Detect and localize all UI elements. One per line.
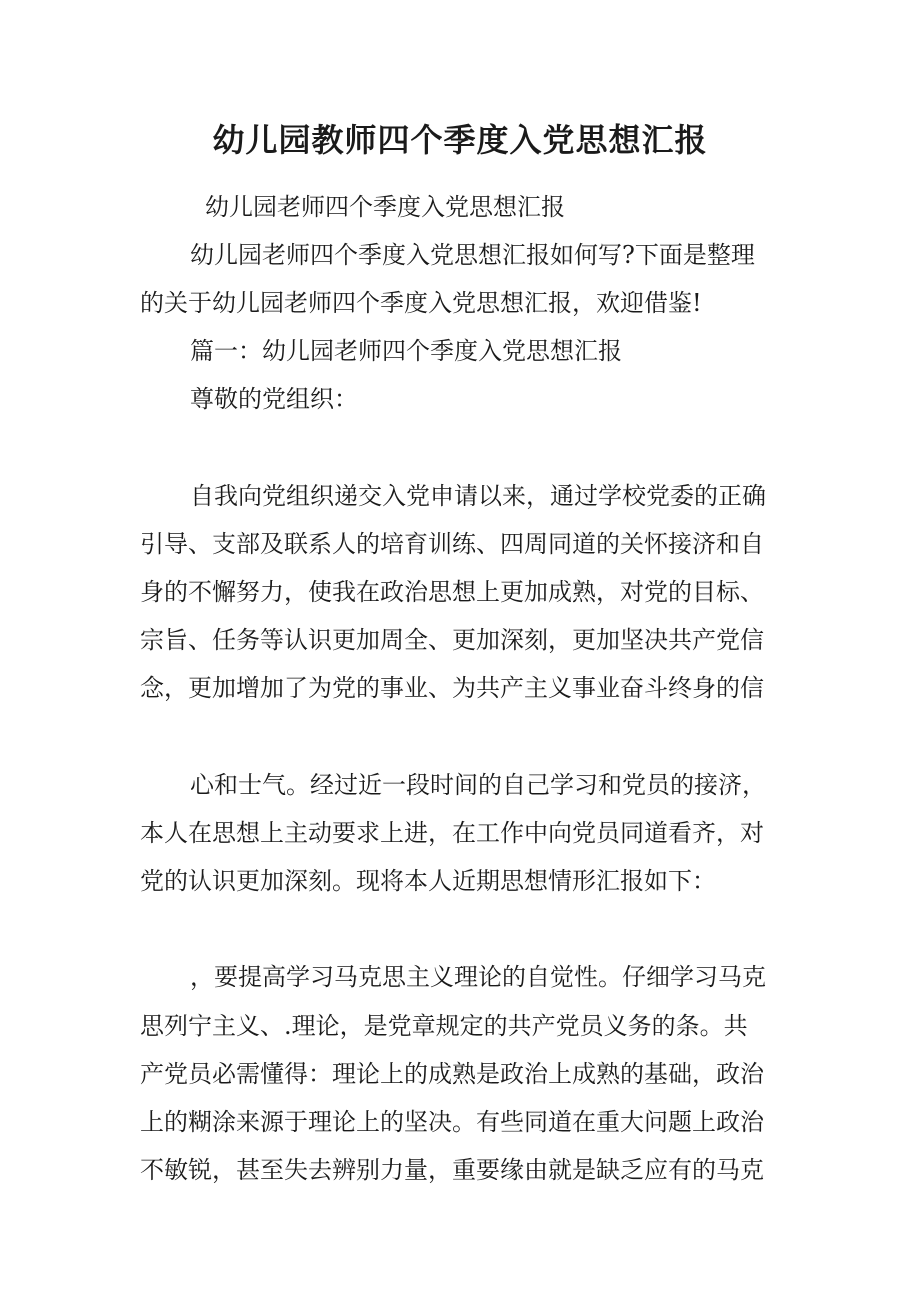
document-title: 幼儿园教师四个季度入党思想汇报 [212, 121, 708, 159]
section-heading: 篇一：幼儿园老师四个季度入党思想汇报 [190, 337, 622, 365]
intro-line-2: 的关于幼儿园老师四个季度入党思想汇报，欢迎借鉴! [140, 289, 702, 317]
document-subtitle: 幼儿园老师四个季度入党思想汇报 [205, 193, 565, 221]
paragraph3-line-5: 不敏锐，甚至失去辨别力量，重要缘由就是缺乏应有的马克 [140, 1156, 764, 1184]
salutation: 尊敬的党组织： [190, 385, 358, 413]
paragraph1-line-4: 宗旨、任务等认识更加周全、更加深刻，更加坚决共产党信 [140, 626, 764, 654]
paragraph2-line-2: 本人在思想上主动要求上进，在工作中向党员同道看齐，对 [140, 819, 764, 847]
intro-line-1: 幼儿园老师四个季度入党思想汇报如何写?下面是整理 [190, 241, 755, 269]
paragraph1-line-2: 引导、支部及联系人的培育训练、四周同道的关怀接济和自 [140, 530, 764, 558]
paragraph1-line-5: 念，更加增加了为党的事业、为共产主义事业奋斗终身的信 [140, 674, 764, 702]
paragraph1-line-1: 自我向党组织递交入党申请以来，通过学校党委的正确 [190, 482, 766, 510]
paragraph2-line-3: 党的认识更加深刻。现将本人近期思想情形汇报如下： [140, 867, 716, 895]
paragraph2-line-1: 心和士气。经过近一段时间的自己学习和党员的接济， [190, 771, 766, 799]
paragraph1-line-3: 身的不懈努力，使我在政治思想上更加成熟，对党的目标、 [140, 578, 764, 606]
paragraph3-line-3: 产党员必需懂得：理论上的成熟是政治上成熟的基础，政治 [140, 1060, 764, 1088]
paragraph3-line-1: ，要提高学习马克思主义理论的自觉性。仔细学习马克 [190, 963, 766, 991]
paragraph3-line-4: 上的糊涂来源于理论上的坚决。有些同道在重大问题上政治 [140, 1108, 764, 1136]
paragraph3-line-2: 思列宁主义、.理论，是党章规定的共产党员义务的条。共 [140, 1012, 748, 1040]
